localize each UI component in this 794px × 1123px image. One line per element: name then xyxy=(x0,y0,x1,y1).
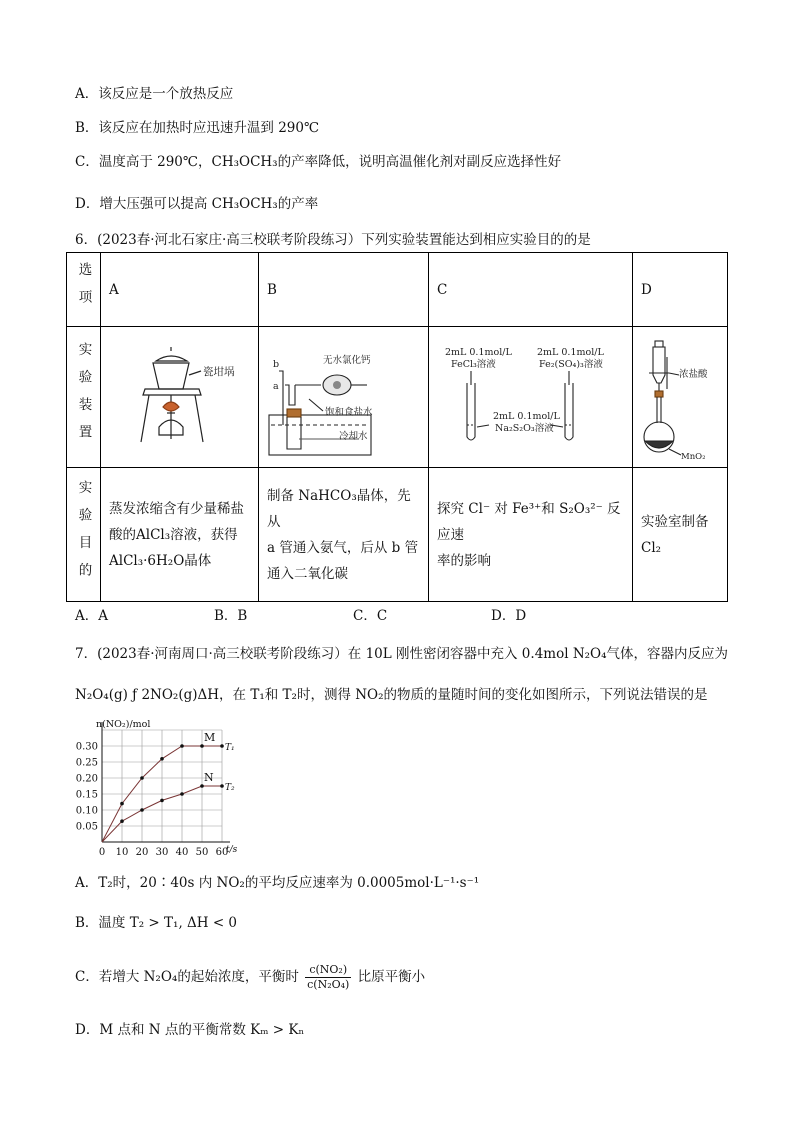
no2-chart xyxy=(70,714,240,864)
q7-option-d: D．M 点和 N 点的平衡常数 Kₘ > Kₙ xyxy=(75,1022,305,1038)
purpose-c-line1: 探究 Cl⁻ 对 Fe³⁺和 S₂O₃²⁻ 反应速 xyxy=(437,500,621,543)
q6-choice-a[interactable]: A．A xyxy=(75,608,108,624)
apparatus-d xyxy=(633,327,728,468)
purpose-b-line1: 制备 NaHCO₃晶体，先从 xyxy=(267,487,411,530)
fraction xyxy=(305,963,351,992)
data-point-0-1 xyxy=(120,802,124,806)
label-mno2: MnO₂ xyxy=(681,452,706,462)
purpose-b-line2: a 管通入氨气，后从 b 管 xyxy=(267,539,419,556)
purpose-a-line1: 蒸发浓缩含有少量稀盐 xyxy=(109,500,244,517)
q7-option-c xyxy=(75,963,425,992)
row-label-purpose: 实验目的 xyxy=(67,468,101,602)
x-tick-label-4: 40 xyxy=(175,847,189,858)
purpose-d-line1: 实验室制备 xyxy=(641,513,709,530)
label-conc-hcl: 浓盐酸 xyxy=(679,369,708,380)
x-tick-label-6: 60 xyxy=(215,847,229,858)
experiment-table xyxy=(66,252,728,602)
q5-option-c: C．温度高于 290℃，CH₃OCH₃的产率降低，说明高温催化剂对副反应选择性好 xyxy=(75,154,562,170)
y-axis-label: n(NO₂)/mol xyxy=(96,719,151,730)
apparatus-a xyxy=(101,327,259,468)
data-point-1-2 xyxy=(140,808,144,812)
q6-choice-d[interactable]: D．D xyxy=(491,608,527,624)
col-header-c: C xyxy=(429,253,633,327)
q5-option-d: D．增大压强可以提高 CH₃OCH₃的产率 xyxy=(75,196,319,212)
data-point-0-5 xyxy=(200,744,204,748)
q5-option-b: B．该反应在加热时应迅速升温到 290℃ xyxy=(75,120,320,136)
data-point-1-4 xyxy=(180,792,184,796)
label-c1-conc: 2mL 0.1mol/L xyxy=(445,347,512,358)
purpose-c xyxy=(429,468,633,602)
label-fe2so43: Fe₂(SO₄)₃溶液 xyxy=(539,359,603,370)
data-point-1-1 xyxy=(120,819,124,823)
col-header-a: A xyxy=(101,253,259,327)
row-label-apparatus: 实验装置 xyxy=(67,327,101,468)
point-label-1: N xyxy=(204,771,214,784)
q6-choice-b[interactable]: B．B xyxy=(214,608,248,624)
q7-option-b: B．温度 T₂ > T₁, ΔH < 0 xyxy=(75,915,238,931)
point-label-0: M xyxy=(204,731,216,744)
purpose-d xyxy=(633,468,728,602)
purpose-a-line3: AlCl₃·6H₂O晶体 xyxy=(109,552,212,569)
crucible-on-tripod-figure xyxy=(101,327,259,463)
x-axis-label: t/s xyxy=(226,845,238,855)
ammonia-co2-figure xyxy=(259,327,429,463)
data-point-1-5 xyxy=(200,784,204,788)
row-label-option: 选项 xyxy=(67,253,101,327)
q7-option-a: A．T₂时，20∶40s 内 NO₂的平均反应速率为 0.0005mol·L⁻¹·s⁻¹ xyxy=(75,875,480,891)
label-tube-b: b xyxy=(273,359,280,370)
q5-option-a: A．该反应是一个放热反应 xyxy=(75,86,234,102)
col-header-b: B xyxy=(259,253,429,327)
label-brine: 饱和食盐水 xyxy=(325,407,373,418)
label-tube-a: a xyxy=(273,381,279,392)
data-point-1-6 xyxy=(220,784,224,788)
col-header-d: D xyxy=(633,253,728,327)
x-tick-label-0: 0 xyxy=(98,847,106,858)
y-tick-label-2: 0.15 xyxy=(75,789,98,801)
x-tick-label-2: 20 xyxy=(135,847,149,858)
purpose-a-line2: 酸的AlCl₃溶液，获得 xyxy=(109,526,238,543)
label-crucible: 瓷坩埚 xyxy=(203,366,235,378)
q7-stem-line1: 7．(2023春·河南周口·高三校联考阶段练习）在 10L 刚性密闭容器中充入 0.4mol N₂O₄气体，容器内反应为 xyxy=(75,646,729,662)
purpose-d-line2: Cl₂ xyxy=(641,539,662,556)
y-tick-label-0: 0.05 xyxy=(75,821,98,833)
q7-option-c-text: C．若增大 N₂O₄的起始浓度，平衡时 xyxy=(75,969,299,985)
y-tick-label-1: 0.10 xyxy=(75,805,98,817)
test-tubes-figure xyxy=(429,327,633,463)
q6-choice-c[interactable]: C．C xyxy=(353,608,388,624)
purpose-a xyxy=(101,468,259,602)
label-c2-conc: 2mL 0.1mol/L xyxy=(537,347,604,358)
label-na2s2o3: Na₂S₂O₃溶液 xyxy=(495,423,554,434)
data-point-0-4 xyxy=(180,744,184,748)
chlorine-generator-figure xyxy=(633,327,728,463)
purpose-c-line2: 率的影响 xyxy=(437,552,491,569)
data-point-0-2 xyxy=(140,776,144,780)
label-c3-conc: 2mL 0.1mol/L xyxy=(493,411,560,422)
series-label-0: T₁ xyxy=(225,743,235,753)
q7-option-c-tail: 比原平衡小 xyxy=(357,969,426,985)
series-label-1: T₂ xyxy=(225,783,235,793)
purpose-b-line3: 通入二氧化碳 xyxy=(267,565,348,582)
q6-stem: 6．(2023春·河北石家庄·高三校联考阶段练习）下列实验装置能达到相应实验目的的是 xyxy=(75,232,591,248)
x-tick-label-1: 10 xyxy=(115,847,129,858)
y-tick-label-4: 0.25 xyxy=(75,757,98,769)
apparatus-c xyxy=(429,327,633,468)
y-tick-label-5: 0.30 xyxy=(75,741,98,753)
label-fecl3: FeCl₃溶液 xyxy=(451,359,496,370)
x-tick-label-5: 50 xyxy=(195,847,209,858)
fraction-denominator: c(N₂O₄) xyxy=(307,978,350,991)
purpose-b xyxy=(259,468,429,602)
x-tick-label-3: 30 xyxy=(155,847,169,858)
fraction-numerator: c(NO₂) xyxy=(305,963,351,978)
q7-stem-line2: N₂O₄(g) ƒ 2NO₂(g)ΔH，在 T₁和 T₂时，测得 NO₂的物质的量随时间的变化如图所示，下列说法错误的是 xyxy=(75,687,708,703)
data-point-1-3 xyxy=(160,799,164,803)
apparatus-b xyxy=(259,327,429,468)
label-cacl2: 无水氯化钙 xyxy=(323,355,371,366)
y-tick-label-3: 0.20 xyxy=(75,773,98,785)
label-cooling-water: 冷却水 xyxy=(339,431,368,442)
data-point-0-6 xyxy=(220,744,224,748)
data-point-0-3 xyxy=(160,757,164,761)
